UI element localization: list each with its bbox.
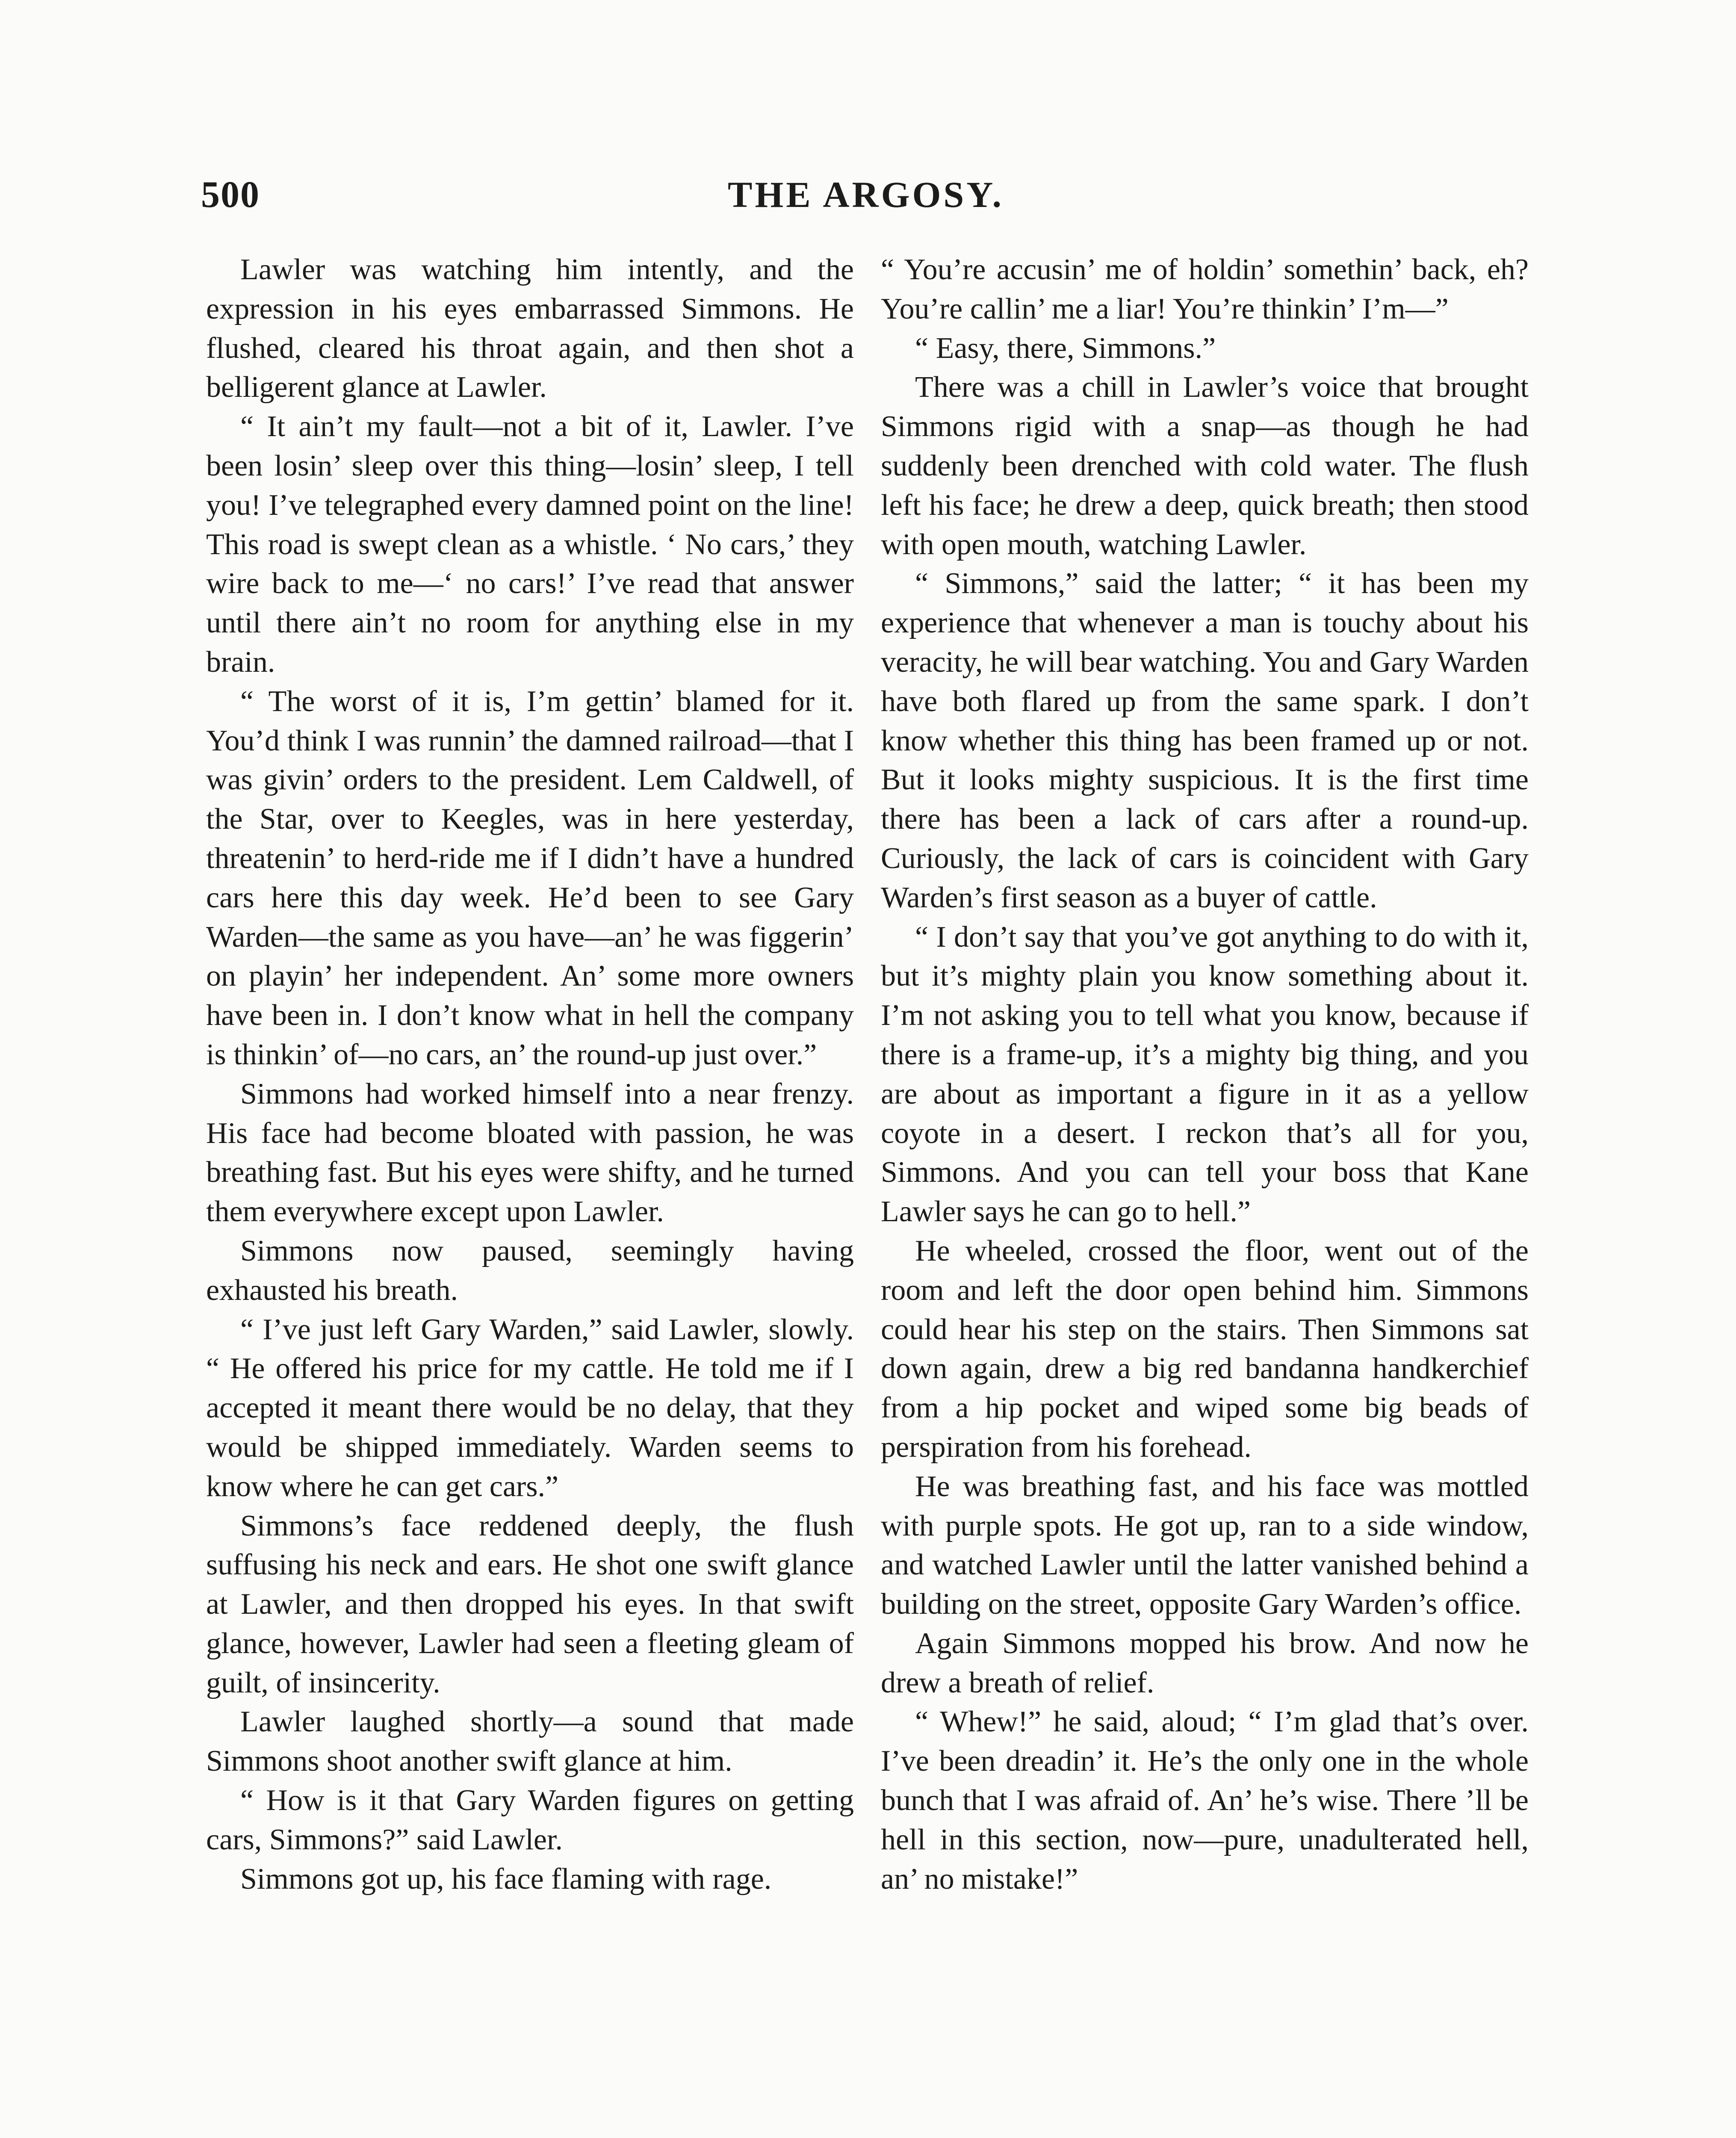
paragraph: Simmons had worked himself into a near frenzy. His face had become bloated with passion, he was breathing fast. But his eyes were shifty, and he turned them everywhere except upon Lawler. <box>206 1077 854 1228</box>
paragraph: Lawler was watching him intently, and the expression in his eyes embarrassed Simmons. He flushed, cleared his throat again, and then shot a belligerent glance at Lawler. <box>206 253 854 404</box>
paragraph: Simmons now paused, seemingly having exhausted his breath. <box>206 1234 854 1307</box>
paragraph: “ The worst of it is, I’m gettin’ blamed for it. You’d think I was runnin’ the damned railroad—that I was givin’ orders to the president. Lem Caldwell, of the Star, over to Keegles, was in here yesterday, threatenin’ to herd-ride me if I didn’t have a hundred cars here this day week. He’d been to see Gary Warden—the same as you have—an’ he was figgerin’ on playin’ her independent. An’ some more owners have been in. I don’t know what in hell the company is thinkin’ of—no cars, an’ the round-up just over.” <box>206 685 854 1071</box>
left-column <box>206 250 854 1899</box>
paragraph: There was a chill in Lawler’s voice that brought Simmons rigid with a snap—as though he had suddenly been drenched with cold water. The flush left his face; he drew a deep, quick breath; then stood with open mouth, watching Lawler. <box>881 371 1529 561</box>
paragraph: “ I’ve just left Gary Warden,” said Lawler, slowly. “ He offered his price for my cattle. He told me if I accepted it meant there would be no delay, that they would be shipped immediately. Warden seems to know where he can get cars.” <box>206 1313 854 1503</box>
page-number: 500 <box>201 174 260 216</box>
paragraph: Again Simmons mopped his brow. And now he drew a breath of relief. <box>881 1627 1529 1699</box>
paragraph: “ Easy, there, Simmons.” <box>915 331 1216 365</box>
paragraph: Simmons got up, his face flaming with rage. <box>240 1862 772 1896</box>
page-header <box>201 173 1531 224</box>
right-column <box>881 250 1529 1899</box>
paragraph: Simmons’s face reddened deeply, the flush suffusing his neck and ears. He shot one swift glance at Lawler, and then dropped his eyes. In that swift glance, however, Lawler had seen a fleeting gleam of guilt, of insincerity. <box>206 1509 854 1699</box>
paragraph: “ You’re accusin’ me of holdin’ somethin’ back, eh? You’re callin’ me a liar! You’re thinkin’ I’m—” <box>881 253 1529 325</box>
paragraph: Lawler laughed shortly—a sound that made Simmons shoot another swift glance at him. <box>206 1705 854 1778</box>
paragraph: “ Simmons,” said the latter; “ it has been my experience that whenever a man is touchy about his veracity, he will bear watching. You and Gary Warden have both flared up from the same spark. I don’t know whether this thing has been framed up or not. But it looks mighty suspicious. It is the first time there has been a lack of cars after a round-up. Curiously, the lack of cars is coincident with Gary Warden’s first season as a buyer of cattle. <box>881 567 1529 914</box>
paragraph: He was breathing fast, and his face was mottled with purple spots. He got up, ran to a side window, and watched Lawler until the latter vanished behind a building on the street, opposite Gary Warden’s office. <box>881 1470 1529 1621</box>
running-title: THE ARGOSY. <box>728 174 1004 215</box>
paragraph: “ How is it that Gary Warden figures on getting cars, Simmons?” said Lawler. <box>206 1784 854 1856</box>
paragraph: He wheeled, crossed the floor, went out of the room and left the door open behind him. Simmons could hear his step on the stairs. Then Simmons sat down again, drew a big red bandanna handkerchief from a hip pocket and wiped some big beads of perspiration from his forehead. <box>881 1234 1529 1464</box>
paragraph: “ Whew!” he said, aloud; “ I’m glad that’s over. I’ve been dreadin’ it. He’s the only one in the whole bunch that I was afraid of. An’ he’s wise. There ’ll be hell in this section, now—pure, unadulterated hell, an’ no mistake!” <box>881 1705 1529 1896</box>
paragraph: “ It ain’t my fault—not a bit of it, Lawler. I’ve been losin’ sleep over this thing—losin’ sleep, I tell you! I’ve telegraphed every damned point on the line! This road is swept clean as a whistle. ‘ No cars,’ they wire back to me—‘ no cars!’ I’ve read that answer until there ain’t no room for anything else in my brain. <box>206 410 854 679</box>
paragraph: “ I don’t say that you’ve got anything to do with it, but it’s mighty plain you know something about it. I’m not asking you to tell what you know, because if there is a frame-up, it’s a mighty big thing, and you are about as important a figure in it as a yellow coyote in a desert. I reckon that’s all for you, Simmons. And you can tell your boss that Kane Lawler says he can go to hell.” <box>881 920 1529 1228</box>
